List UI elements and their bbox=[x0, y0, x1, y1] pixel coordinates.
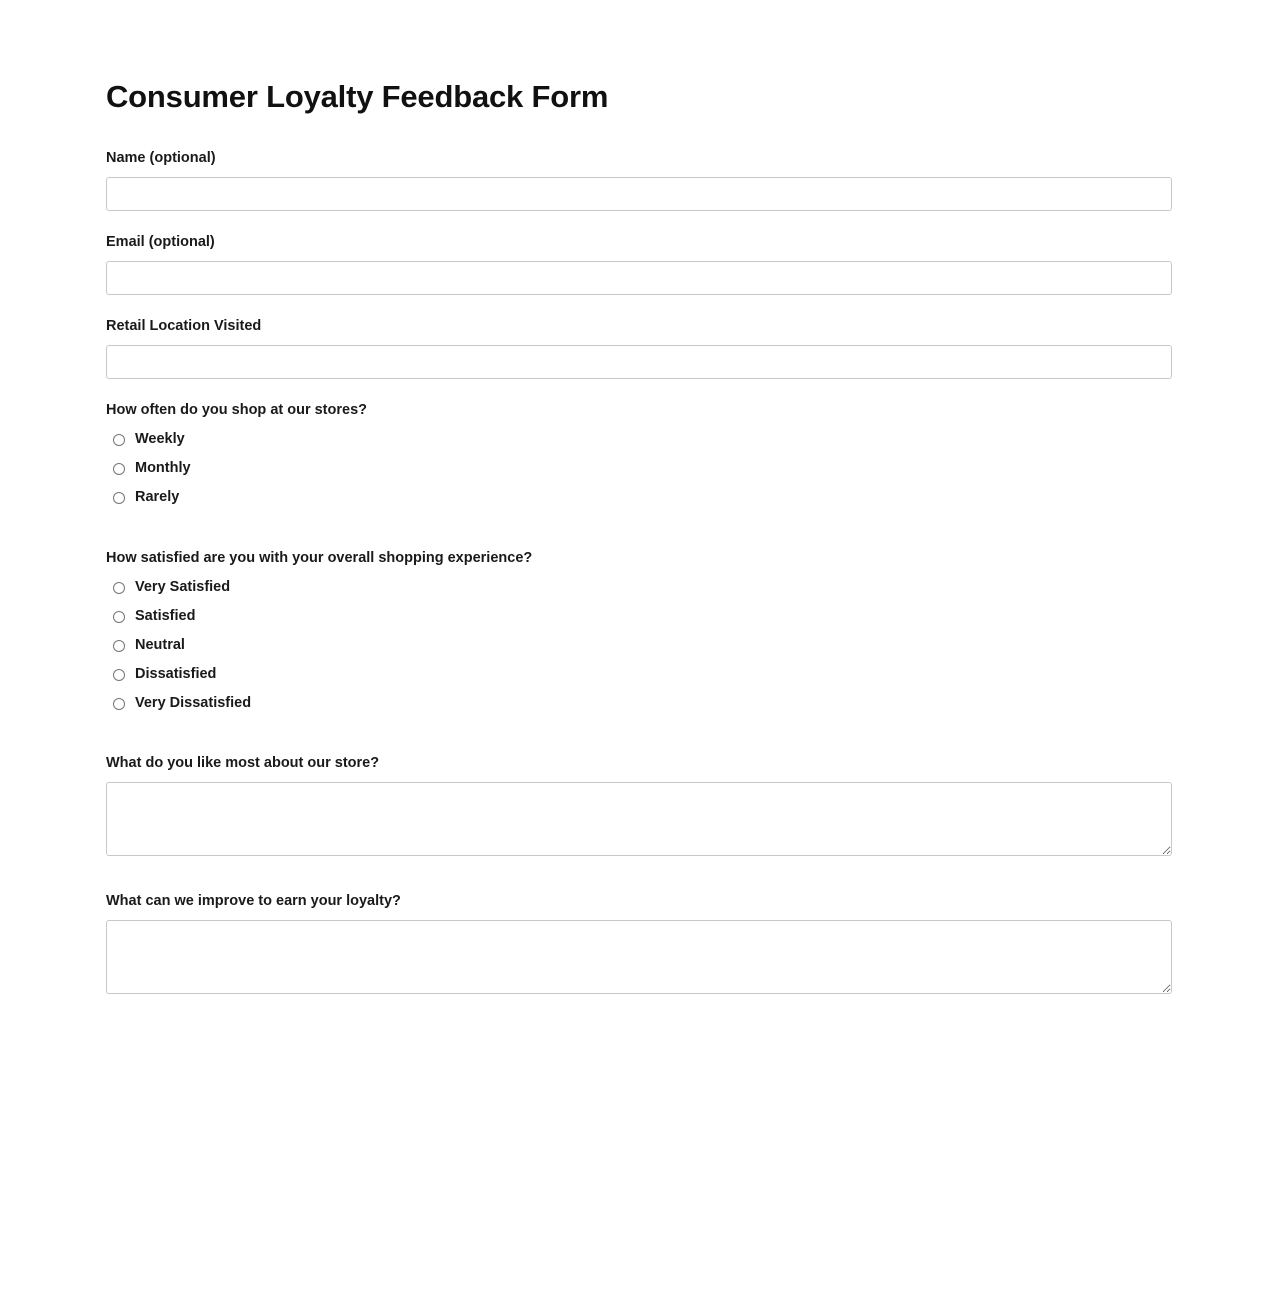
improve-textarea[interactable] bbox=[106, 920, 1172, 994]
radio-option-very-dissatisfied[interactable] bbox=[106, 689, 1172, 718]
field-label-improve: What can we improve to earn your loyalty? bbox=[106, 893, 401, 910]
section-spacer bbox=[106, 878, 1172, 892]
page-title: Consumer Loyalty Feedback Form bbox=[106, 79, 609, 114]
radio-icon[interactable] bbox=[113, 463, 125, 475]
radio-label: Dissatisfied bbox=[135, 666, 217, 683]
field-label-name: Name (optional) bbox=[106, 150, 216, 167]
radio-icon[interactable] bbox=[113, 434, 125, 446]
radio-option-very-satisfied[interactable] bbox=[106, 573, 1172, 602]
radio-option-rarely[interactable] bbox=[106, 484, 1172, 513]
radio-option-monthly[interactable] bbox=[106, 455, 1172, 484]
name-input[interactable] bbox=[106, 177, 1172, 211]
radio-label: Weekly bbox=[135, 431, 185, 448]
radio-icon[interactable] bbox=[113, 492, 125, 504]
radio-icon[interactable] bbox=[113, 611, 125, 623]
field-like-most bbox=[106, 754, 1172, 856]
field-email bbox=[106, 233, 1172, 295]
field-label-retail-location: Retail Location Visited bbox=[106, 317, 262, 334]
field-improve bbox=[106, 892, 1172, 994]
retail-location-input[interactable] bbox=[106, 345, 1172, 379]
email-input[interactable] bbox=[106, 261, 1172, 295]
field-label-like-most: What do you like most about our store? bbox=[106, 755, 380, 772]
question-shopping-frequency bbox=[106, 401, 1172, 513]
radio-icon[interactable] bbox=[113, 669, 125, 681]
radio-option-weekly[interactable] bbox=[106, 426, 1172, 455]
field-name bbox=[106, 149, 1172, 211]
radio-icon[interactable] bbox=[113, 698, 125, 710]
field-label-email: Email (optional) bbox=[106, 234, 215, 251]
radio-icon[interactable] bbox=[113, 640, 125, 652]
field-retail-location bbox=[106, 317, 1172, 379]
section-spacer bbox=[106, 535, 1172, 549]
radio-option-satisfied[interactable] bbox=[106, 602, 1172, 631]
radio-option-dissatisfied[interactable] bbox=[106, 660, 1172, 689]
radio-label: Very Satisfied bbox=[135, 579, 231, 596]
radio-group-satisfaction bbox=[106, 573, 1172, 718]
radio-label: Monthly bbox=[135, 460, 191, 477]
radio-group-shopping-frequency bbox=[106, 426, 1172, 513]
question-label-shopping-frequency: How often do you shop at our stores? bbox=[106, 401, 367, 418]
radio-label: Rarely bbox=[135, 489, 180, 506]
question-label-satisfaction: How satisfied are you with your overall shopping experience? bbox=[106, 549, 533, 566]
radio-label: Neutral bbox=[135, 637, 185, 654]
question-satisfaction bbox=[106, 549, 1172, 719]
radio-icon[interactable] bbox=[113, 582, 125, 594]
radio-label: Satisfied bbox=[135, 608, 196, 625]
like-most-textarea[interactable] bbox=[106, 782, 1172, 856]
radio-label: Very Dissatisfied bbox=[135, 695, 252, 712]
section-spacer bbox=[106, 740, 1172, 754]
radio-option-neutral[interactable] bbox=[106, 631, 1172, 660]
